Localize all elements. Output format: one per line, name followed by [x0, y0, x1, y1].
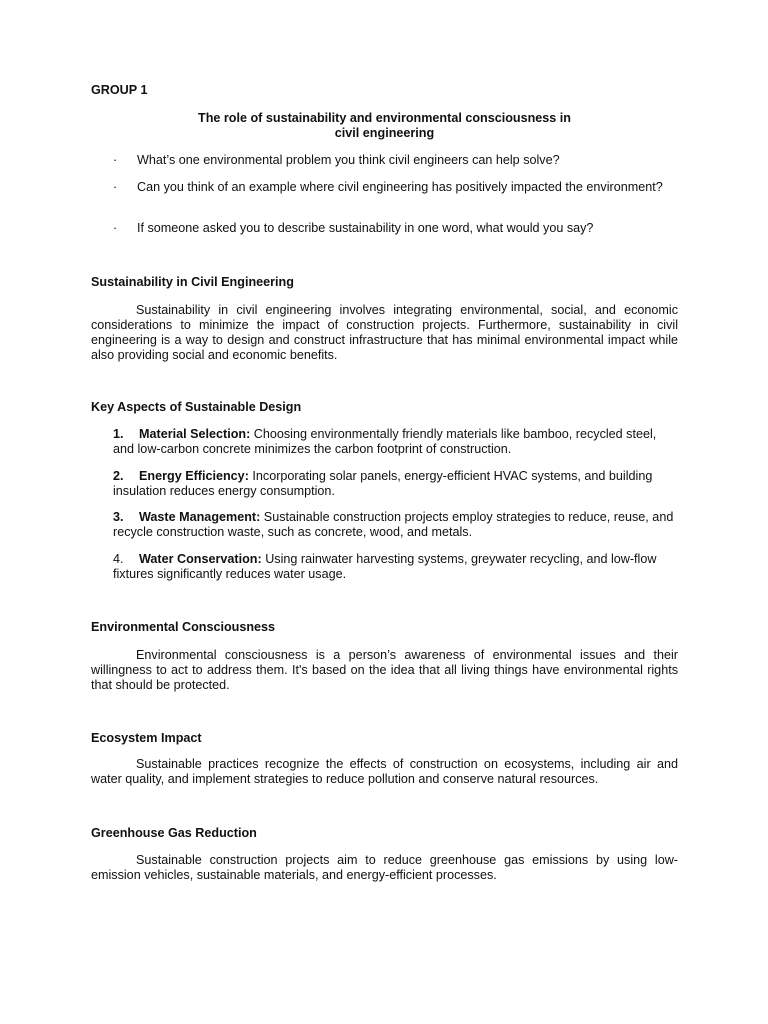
item-term: Energy Efficiency: — [139, 469, 249, 483]
title-line-1: The role of sustainability and environmental consciousness in — [198, 111, 571, 125]
item-term: Water Conservation: — [139, 552, 262, 566]
bullet: · — [113, 153, 118, 167]
heading-ecosystem-impact: Ecosystem Impact — [91, 731, 202, 745]
item-text: Incorporating solar panels, energy-efficient HVAC systems, and building insulation reduces energy consumption. — [113, 469, 653, 498]
heading-key-aspects: Key Aspects of Sustainable Design — [91, 400, 302, 414]
paragraph-sustainability — [91, 303, 678, 363]
list-item — [113, 510, 678, 540]
paragraph-text: Sustainable construction projects aim to reduce greenhouse gas emissions by using low-emission vehicles, sustainable materials, and energy-efficient processes. — [91, 853, 678, 882]
item-text: Using rainwater harvesting systems, greywater recycling, and low-flow fixtures significantly reduces water usage. — [113, 552, 657, 581]
item-term: Waste Management: — [139, 510, 261, 524]
heading-sustainability: Sustainability in Civil Engineering — [91, 275, 294, 289]
paragraph-greenhouse-gas — [91, 853, 678, 883]
list-item — [113, 469, 678, 499]
paragraph-environmental-consciousness — [91, 648, 678, 693]
heading-greenhouse-gas: Greenhouse Gas Reduction — [91, 826, 257, 840]
item-text: Choosing environmentally friendly materials like bamboo, recycled steel, and low-carbon concrete minimizes the carbon footprint of construction. — [113, 427, 657, 456]
bullet: · — [113, 221, 118, 235]
heading-environmental-consciousness: Environmental Consciousness — [91, 620, 276, 634]
paragraph-text: Sustainability in civil engineering involves integrating environmental, social, and economic considerations to minimize the impact of construction projects. Furthermore, sustainability in civil engineering is a way to design and construct infrastructure that has minimal environmental impact while also providing social and economic benefits. — [91, 303, 678, 362]
list-item — [113, 552, 678, 582]
list-item — [113, 427, 678, 457]
item-number: 4. — [113, 552, 124, 566]
question-item — [113, 180, 678, 195]
question-item — [113, 221, 678, 236]
item-number: 2. — [113, 469, 124, 483]
question-text: What’s one environmental problem you think civil engineers can help solve? — [137, 153, 560, 167]
item-text: Sustainable construction projects employ strategies to reduce, reuse, and recycle construction waste, such as concrete, wood, and metals. — [113, 510, 674, 539]
item-number: 1. — [113, 427, 124, 441]
question-text: Can you think of an example where civil engineering has positively impacted the environment? — [137, 180, 663, 194]
question-item — [113, 153, 678, 168]
question-text: If someone asked you to describe sustainability in one word, what would you say? — [137, 221, 594, 235]
item-term: Material Selection: — [139, 427, 251, 441]
paragraph-text: Sustainable practices recognize the effects of construction on ecosystems, including air and water quality, and implement strategies to reduce pollution and conserve natural resources. — [91, 757, 678, 786]
group-label: GROUP 1 — [91, 83, 148, 97]
paragraph-text: Environmental consciousness is a person’s awareness of environmental issues and their willingness to act to address them. It's based on the idea that all living things have environmental rights that should be protected. — [91, 648, 678, 692]
document-title — [91, 111, 678, 141]
item-number: 3. — [113, 510, 124, 524]
paragraph-ecosystem-impact — [91, 757, 678, 787]
title-line-2: civil engineering — [334, 126, 435, 140]
bullet: · — [113, 180, 118, 194]
